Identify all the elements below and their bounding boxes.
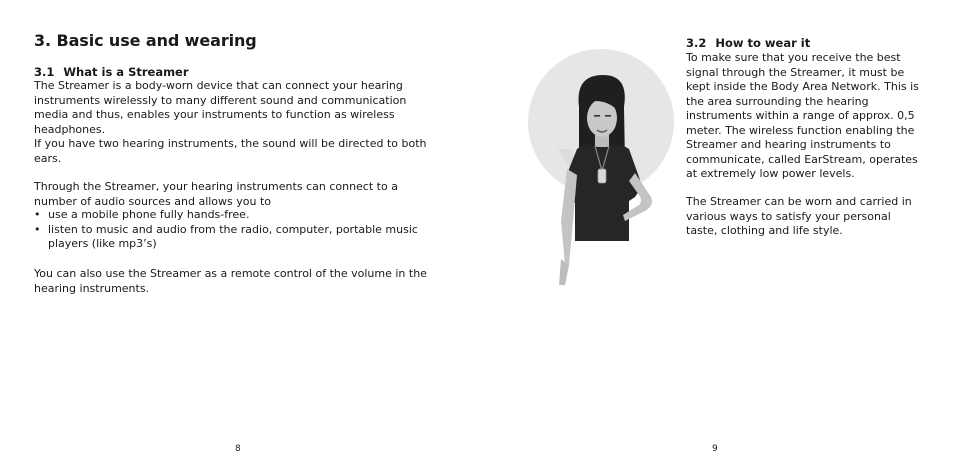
section-heading-3-1 xyxy=(34,65,189,79)
paragraph-wearing-options: The Streamer can be worn and carried in various ways to satisfy your personal taste, clothing and life style. xyxy=(686,195,912,237)
section-title: How to wear it xyxy=(715,36,811,50)
page-number-right: 9 xyxy=(712,444,718,454)
paragraph-streamer-description: The Streamer is a body-worn device that can connect your hearing instruments wirelessly to many different sound and communication media and thus, enables your instruments to function as wireless headphones. xyxy=(34,79,407,136)
woman-wearing-streamer-illustration xyxy=(525,45,680,290)
section-number: 3.2 xyxy=(686,36,707,50)
paragraph-two-instruments: If you have two hearing instruments, the sound will be directed to both ears. xyxy=(34,137,427,165)
list-item: • use a mobile phone fully hands-free. xyxy=(34,208,434,223)
list-item: • listen to music and audio from the radio, computer, portable music players (like mp3’s) xyxy=(34,223,434,252)
section-heading-3-2 xyxy=(686,36,810,50)
paragraph-audio-sources: Through the Streamer, your hearing instruments can connect to a number of audio sources and allows you to xyxy=(34,180,398,208)
page-heading: 3. Basic use and wearing xyxy=(34,31,257,50)
paragraph-remote-control: You can also use the Streamer as a remote control of the volume in the hearing instruments. xyxy=(34,267,427,295)
paragraph-body-area-network: To make sure that you receive the best signal through the Streamer, it must be kept inside the Body Area Network. This is the area surrounding the hearing instruments within a range of approx. 0,5 meter. The wireless function enabling the Streamer and hearing instruments to communicate, called EarStream, operates at extremely low power levels. xyxy=(686,51,919,180)
page-number-left: 8 xyxy=(235,444,241,454)
feature-list xyxy=(34,208,434,252)
section-number: 3.1 xyxy=(34,65,55,79)
section-title: What is a Streamer xyxy=(63,65,189,79)
